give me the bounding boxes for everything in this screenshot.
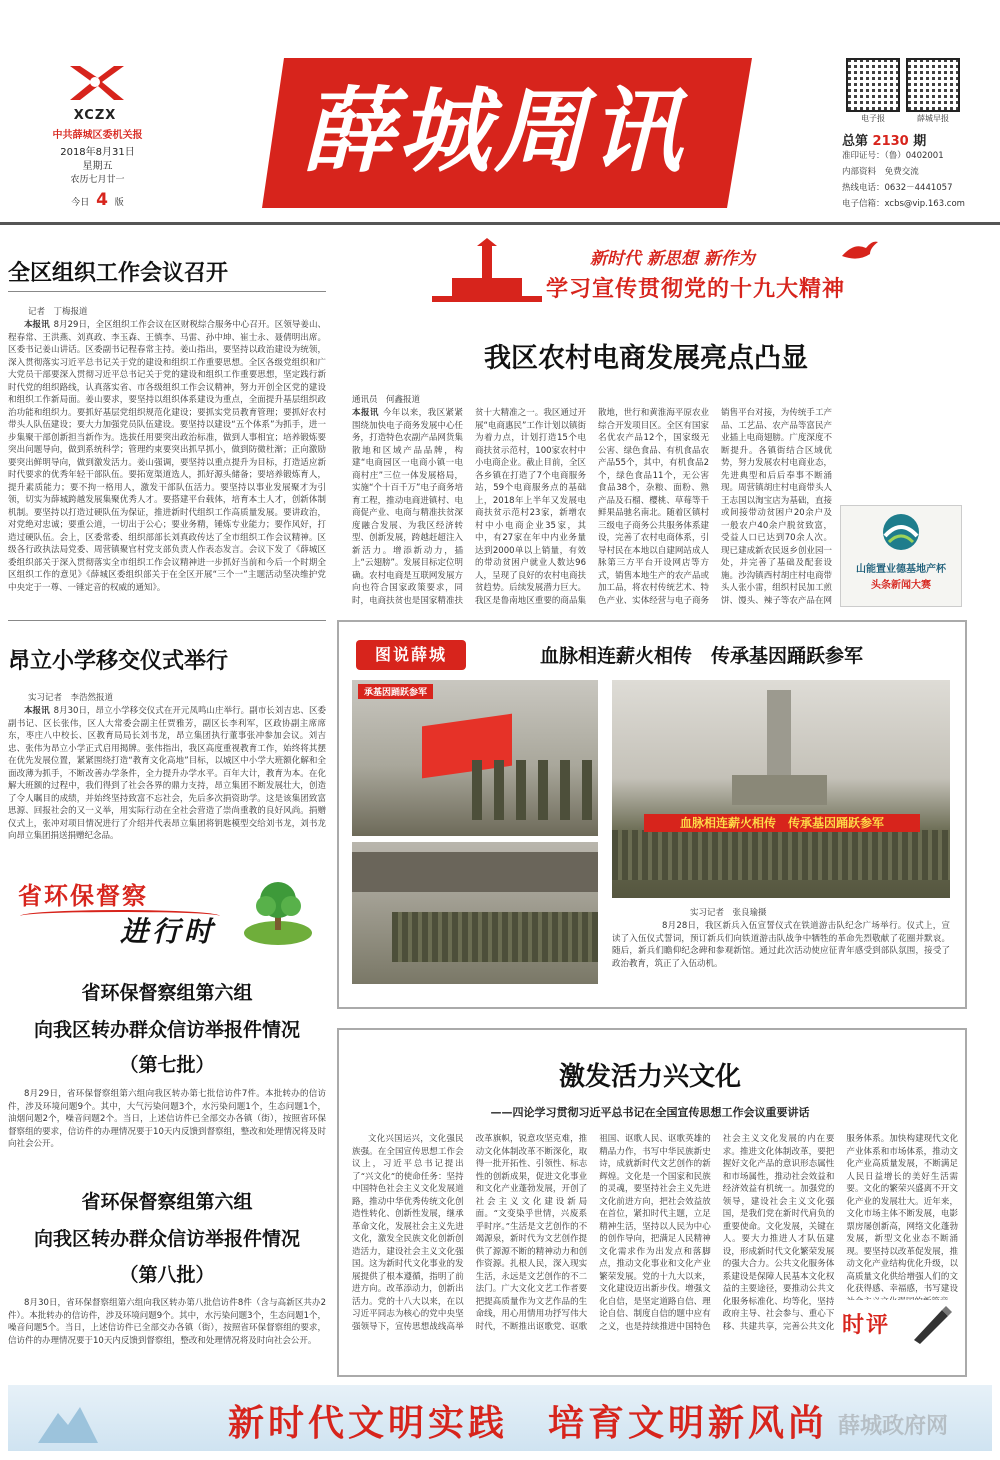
soldier-row-2 <box>612 830 950 880</box>
photo-oath-flag[interactable] <box>352 680 598 836</box>
internal-label: 内部资料 <box>842 167 877 177</box>
permit-line <box>842 150 944 163</box>
soldier-row-1 <box>472 760 598 820</box>
study-banner-main: 学习宣传贯彻党的十九大精神 <box>546 277 846 302</box>
email-label: 电子信箱： <box>842 199 885 209</box>
issue-value: 2130 <box>872 134 909 149</box>
page-count-prefix: 今日 <box>71 198 90 208</box>
page-count-number: 4 <box>96 190 108 210</box>
article5-title-l2: 向我区转办群众信访举报件情况 <box>33 1228 300 1250</box>
sponsor-line2: 头条新闻大赛 <box>871 580 931 591</box>
env-inspection-logo <box>10 870 320 960</box>
issue-weekday: 星期五 <box>82 161 113 172</box>
permit-label: 准印证号： <box>842 151 885 161</box>
article2-lead: 本报讯 <box>352 408 379 418</box>
article5-body: 8月30日，省环保督察组第六组向我区转办第八批信访件8件（含与高新区共办2件）。本批转办的信访件，涉及环境问题9个。其中，水污染问题3个，生态问题1个，噪音问题5个。当日，上述信访件已全部交办各镇（街），按照省环保督察组的要求，信访件的办理情况要于10天内反馈到督察组，整改和处理情况将及时向社会公开。 <box>8 1298 326 1346</box>
sponsor-ad[interactable] <box>840 505 962 607</box>
study-banner-slogan: 新时代 新思想 新作为 <box>590 249 755 269</box>
footer-watermark: 薛城政府网 <box>838 1414 949 1439</box>
photo-main-banner: 血脉相连薪火相传 传承基因踊跃参军 <box>644 814 920 832</box>
publisher-label: 中共薛城区委机关报 <box>52 130 143 141</box>
qr-code-morning[interactable] <box>906 58 960 112</box>
footer-decoration-icon <box>38 1393 98 1443</box>
article4-body: 8月29日，省环保督察组第六组向我区转办第七批信访件7件。本批转办的信访件，涉及环境问题9个。其中，大气污染问题3个，水污染问题1个，生态问题1个，油烟问题2个，噪音问题2个。当日，上述信访件已全部交办各镇（街），按照省环保督察组的要求，信访件的办理情况要于10天内反馈到督察组，整改和处理情况将及时向社会公开。 <box>8 1089 326 1149</box>
qr-epaper-label: 电子报 <box>861 114 885 123</box>
env-logo-line2: 进行时 <box>120 915 217 948</box>
article2-text: 今年以来，我区紧紧围绕加快电子商务发展中心任务，打造特色农副产品网货集散地和区域产品品牌，构建“电商园区一电商小镇一电商村庄”三位一体发展格局，实施“个十百千万”电子商务培育工程，推动电商进镇村、电商促产业、电商与精准扶贫深度融合发展、为我区经济转型、创新发展，跨越赶超注入新活力。增添新动力，插上“云翅膀”。发展目标定位明确。农村电商是互联网发展方向也符合国家政策要求，同时，电商扶贫也是国家精准扶贫十大精准之一。我区通过开展“电商惠民”工作计划以镇街为着力点，计划打造15个电商扶贫示范村，100家农村中小电商企业。截止目前，全区各乡镇在打造了7个电商服务站，59个电商服务点的基础上，2018年上半年又发展电商扶贫示范村23家，新增农村中小电商企业35家，其中，有27家在年中内业务量达到2000单以上销量，有效的带动贫困户就业人数达96人，呈现了良好的农村电商扶贫趋势。后续发展潜力巨大。我区是鲁南地区重要的商品集散地，世行和黄淮海平原农业综合开发项目区。全区有国家名优农产品12个，国家级无公害、绿色食品、有机食品农产品55个，其中，有机食品2个，绿色食品11个，无公害食品38个，杂粮、面粉、熟产品及石榴、樱桃、草莓等千鲜果品驰名南北。随着区镇村三级电子商务公共服务体系建设，完善了农村电商体系，引导村民在本地以自建网站成人脉第三方平台开设网店等方式，销售本地生产的农产品或加工品，将农村传统艺术、特色产业、实体经营与电子商务销售平台对接，为传统手工产品、工艺品、农产品等富民产业插上电商翅膀。广度深度不断提升。各镇街结合区域优势，努力发展农村电商业态，先进典型和后后奉事不断涌现。周营镇胡庄村电商带头人王志国以淘宝店为基础，直接或间接带动贫困户20余户及一般农户40余户脱贫致富，受益人口已达到70余人次。现已建成新农民返乡创业园一处，并完善了基础及配套设施。沙沟镇西村胡庄村电商带头人张小雷，组织村民加工煎饼、馒头、辣子等农产品在网 <box>352 408 832 606</box>
building-roof <box>352 852 598 892</box>
page-count-suffix: 版 <box>114 198 124 208</box>
masthead-divider <box>0 222 1000 225</box>
footer-banner <box>8 1385 992 1451</box>
article1-byline: 记者 丁梅报道 <box>28 307 88 317</box>
article1-lead: 本报讯 <box>24 320 50 330</box>
issue-prefix: 总第 <box>842 134 869 149</box>
article6-subtitle: ——四论学习贯彻习近平总书记在全国宣传思想工作会议重要讲话 <box>490 1106 810 1119</box>
article1-body <box>8 319 326 609</box>
article3-text: 8月30日，昂立小学移交仪式在开元凤鸣山庄举行。副市长刘吉忠、区委副书记、区长张伟，区人大常委会副主任贾雅芳，副区长李利军，区政协副主席席东，枣庄八中校长、区教育局局长刘书龙，昂立集团执行董事张冲参加会议。刘吉忠、张伟为昂立小学正式启用揭牌。张伟指出，我区高度重视教育工作，始终将其摆在优先发展位置，紧紧围绕打造“教育文化高地”目标，以城区中小学大班额化解和全面改薄为抓手，不断改善办学条件，全力提升办学水平。百年大计，教育为本。在化解大班额的过程中，我们得到了社会各界的鼎力支持，昂立集团不断发展壮大，创造了令人瞩目的成绩，并始终坚持致富不忘社会，先后多次捐资助学。这是该集团致富思源、回报社会的又一义举，用实际行动在全社会营造了崇尚重教的良好风尚。捐赠仪式上，张冲对项目情况进行了介绍并代表昂立集团将钥匙模型交给刘书龙，刘书龙向昂立集团捐送捐赠纪念品。 <box>8 706 326 841</box>
article3-body <box>8 705 326 855</box>
commentary-tag <box>838 1300 958 1350</box>
issue-date: 2018年8月31日 <box>60 147 135 158</box>
article2-continued <box>840 394 958 498</box>
hotline-value: 0632－4441057 <box>884 183 953 193</box>
photo-formation[interactable] <box>352 842 598 984</box>
photo-byline: 实习记者 张良瑜摄 <box>690 908 767 918</box>
footer-slogan: 新时代文明实践 培育文明新风尚 <box>228 1402 829 1444</box>
commentary-tag-text: 时评 <box>842 1313 891 1338</box>
photo-feature-title: 血脉相连薪火相传 传承基因踊跃参军 <box>540 645 864 667</box>
hotline-line <box>842 182 953 195</box>
qr-morning-label: 薛城早报 <box>917 114 949 123</box>
article1-text: 8月29日，全区组织工作会议在区财税综合服务中心召开。区领导姜山、程春常、王洪燕、刘真政、李玉森、王慎李、马雷、孙中坤、崔士永、聂倩明出席。区委书记姜山讲话。区委副书记程春常主持。姜山指出，要坚持以政治建设为统领，深入贯彻落实习近平总书记关于党的建设和组织工作重要思想。全区各级党组织和广大党员干部要深入贯彻习近平总书记关于党的建设和组织工作重要思想，坚定践行新时代党的组织路线，认真落实省、市各级组织工作会议精神，努力开创全区党的建设和组织工作新局面。姜山要求，要坚持以组织体系建设为重点，全面提升基层组织政治功能和组织力。要抓好基层党组织规范化建设；要抓实党员教育管理；要抓好农村带头人队伍建设；要大力加强党员队伍建设。要坚持以建设“五个体系”为抓手，进一步集聚干部创新担当新作为。选拔任用要突出政治标准，做到人事相宜；培养锻炼要突出问题导向，做到系统科学；管理约束要突出抓早抓小，做到防微杜渐；正向激励要突出鲜明导向，做到激发活力。姜山强调，要坚持以重点提升为目标，打造适应新时代要求的优秀年轻干部队伍。要拓宽渠道选人，抓好源头储备；要培养锻炼育人，提升素质能力；要不拘一格用人，激发干部队伍活力。要坚持以事业发展聚才为引领，切实为薛城跨越发展集聚优秀人才。要搭建平台载体，培育本土人才，创新体制机制。要坚持以打造过硬队伍为保证，推进新时代组织工作高质量发展。要讲政治，对党绝对忠诚；要重公道，一切出于公心；要业务精，锤炼专业能力；要作风好，打造过硬队伍。会上，区委常委、组织部部长刘真政传达了全市组织工作会议精神。区级各行政执法局党委、周营镇聚官村党支部负责人作表态发言。会议下发了《薛城区委组织部关于深入贯彻落实全市组织工作会议精神进一步抓好当前和今后一个时期全区组织工作的意见》《薛城区委组织部关于在全区开展“三个一”主题活动坚决维护党中央定于一尊、一锤定音的权威的通知》。 <box>8 320 326 593</box>
xczx-logo <box>62 62 128 123</box>
article1-title: 全区组织工作会议召开 <box>8 260 229 286</box>
page-count <box>40 190 155 210</box>
internal-line <box>842 166 919 179</box>
email-line <box>842 198 965 211</box>
newspaper-title: 薛城周讯 <box>302 77 687 185</box>
article5-title-l1: 省环保督察组第六组 <box>81 1191 253 1213</box>
study-banner <box>422 238 892 308</box>
photo-feature-tag-text: 图说薛城 <box>374 645 447 664</box>
article5-title-l3: （第八批） <box>119 1264 215 1286</box>
monument-base <box>732 775 827 805</box>
article6-body: 文化兴国运兴，文化强民族强。在全国宣传思想工作会议上，习近平总书记提出了“兴文化”的使命任务：坚持中国特色社会主义文化发展道路，推动中华优秀传统文化创造性转化、创新性发展，继承革命文化，发展社会主义先进文化，激发全民族文化创新创造活力，建设社会主义文化强国。这为新时代文化事业的发展提供了根本遵循，指明了前进方向。改革添动力，创新出活力。党的十八大以来，在以习近平同志为核心的党中央坚强领导下，宣传思想战线高举改革旗帜，锐意攻坚克难，推动文化体制改革不断深化，取得一批开拓性、引领性、标志性的创新成果，促进文化事业和文化产业蓬勃发展，开创了社会主义文化建设新局面。“文变染乎世情，兴废系乎时序。”生活是文艺创作的不竭源泉，新时代为文艺创作提供了源源不断的精神动力和创作资源。扎根人民，深入现实生活，永远是文艺创作的不二法门。广大文化文艺工作者要把提高质量作为文艺作品的生命线，用心用情用功抒写伟大时代，不断推出讴歌党、讴歌祖国、讴歌人民、讴歌英雄的精品力作，书写中华民族新史诗，成就新时代文艺创作的新辉煌。文化是一个国家和民族的灵魂，要坚持社会主义先进文化前进方向，把社会效益放在首位，紧扣时代主题，立足精神生活，坚持以人民为中心的创作导向，把满足人民精神文化需求作为出发点和落脚点，推动文化事业和文化产业繁荣发展。党的十九大以来，文化建设迈出新步伐。增强文化自信，是坚定道路自信、理论自信、制度自信的题中应有之义，也是持续推进中国特色社会主义文化发展的内在要求。推进文化体制改革，要把握好文化产品的意识形态属性和市场属性，推动社会效益和经济效益有机统一。加强党的领导，建设社会主义文化强国，是我们党在新时代肩负的重要使命。文化发展，关键在人。要大力推进人才队伍建设，形成新时代文化繁荣发展的强大合力。公共文化服务体系建设是保障人民基本文化权益的主要途径，要推动公共文化服务标准化、均等化，坚持政府主导、社会参与、重心下移、共建共享，完善公共文化服务体系。加快构建现代文化产业体系和市场体系，推动文化产业高质量发展，不断满足人民日益增长的美好生活需要。文化的繁荣兴盛离不开文化产业的发展壮大。近年来，文化市场主体不断发展，电影票房屡创新高，网络文化蓬勃发展，新型文化业态不断涌现。要坚持以改革促发展，推动文化产业结构优化升级，以高质量文化供给增强人们的文化获得感、幸福感，书写建设 <box>352 1134 958 1332</box>
masthead <box>0 0 1000 235</box>
article2-body <box>352 407 832 611</box>
soldier-row-3 <box>392 912 598 962</box>
free-label: 免费交流 <box>884 167 919 177</box>
lunar-date: 农历七月廿一 <box>70 175 125 185</box>
permit-value: （鲁）0402001 <box>884 151 944 161</box>
photo-banner-strip: 承基因踊跃参军 <box>358 684 433 699</box>
masthead-title-block <box>262 58 752 208</box>
env-logo-line1: 省环保督察 <box>18 881 148 910</box>
sponsor-logo-icon <box>871 512 931 552</box>
photo-caption: 8月28日，我区新兵入伍宣誓仪式在铁道游击队纪念广场举行。仪式上，宣读了入伍仪式誓词，预订新兵们向铁道游击队战争中牺牲的革命先烈敬献了花圈并默哀。随后，新兵们瞻仰纪念碑和参观新馆。通过此次活动使应征青年感受到部队氛围，接受了政治教育，筑正了入伍动机。 <box>612 921 950 969</box>
article3-lead: 本报讯 <box>24 706 50 716</box>
photo-troops-wide[interactable] <box>612 680 950 898</box>
issue-suffix: 期 <box>913 134 927 149</box>
logo-mark-icon <box>62 62 128 104</box>
tree-globe-icon <box>238 878 318 948</box>
article4-title-l3: （第七批） <box>119 1054 215 1076</box>
monument-icon <box>422 238 552 308</box>
article6-title: 激发活力兴文化 <box>558 1062 741 1092</box>
article2-title: 我区农村电商发展亮点凸显 <box>484 343 808 374</box>
article4-title-l1: 省环保督察组第六组 <box>81 982 253 1004</box>
sponsor-line1: 山能置业德基地产杯 <box>856 564 946 575</box>
left-divider-1 <box>8 620 326 621</box>
logo-text: XCZX <box>73 108 117 123</box>
photo-feature-tag <box>356 640 466 670</box>
issue-number <box>842 130 926 149</box>
article2-byline: 通讯员 何鑫报道 <box>352 395 421 405</box>
article4-title-l2: 向我区转办群众信访举报件情况 <box>33 1019 300 1041</box>
article3-title: 昂立小学移交仪式举行 <box>8 648 229 674</box>
pen-icon <box>910 1304 954 1344</box>
article1-title-rule <box>8 291 326 292</box>
dove-icon <box>840 238 880 264</box>
qr-code-epaper[interactable] <box>846 58 900 112</box>
article3-byline: 实习记者 李浩然报道 <box>28 693 114 703</box>
email-value[interactable]: xcbs@vip.163.com <box>884 199 965 209</box>
hotline-label: 热线电话： <box>842 183 885 193</box>
